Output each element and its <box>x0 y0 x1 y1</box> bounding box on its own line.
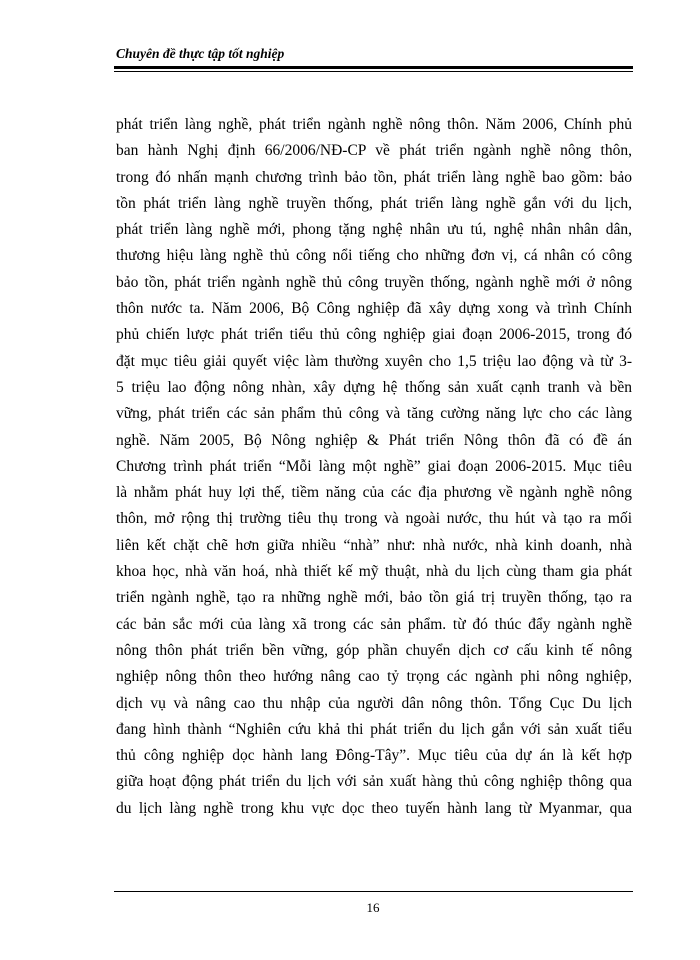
text-line: liên kết chặt chẽ hơn giữa nhiều “nhà” như: nhà nước, nhà kinh doanh, nhà <box>116 536 632 554</box>
header-rule-thick <box>114 66 633 69</box>
text-line: nghề. Năm 2005, Bộ Nông nghiệp & Phát triển Nông thôn đã có đề án <box>116 431 632 449</box>
text-line: nông thôn phát triển bền vững, góp phần chuyển dịch cơ cấu kinh tế nông <box>116 641 632 659</box>
page-number: 16 <box>366 900 380 915</box>
text-line: phát triển làng nghề, phát triển ngành nghề nông thôn. Năm 2006, Chính phủ <box>116 116 632 133</box>
text-line: khoa học, nhà văn hoá, nhà thiết kế mỹ thuật, nhà du lịch cùng tham gia phát <box>116 563 632 581</box>
text-line: thủ công nghiệp dọc hành lang Đông-Tây”. Mục tiêu của dự án là kết hợp <box>116 747 632 765</box>
text-line: phủ chiến lược phát triển tiểu thủ công nghiệp giai đoạn 2006-2015, trong đó <box>116 326 632 344</box>
header-title: Chuyên đề thực tập tốt nghiệp <box>116 46 285 61</box>
text-line: Chương trình phát triển “Mỗi làng một nghề” giai đoạn 2006-2015. Mục tiêu <box>116 457 632 475</box>
text-line: đang hình thành “Nghiên cứu khả thi phát triển du lịch gắn với sản xuất tiểu <box>116 720 632 738</box>
footer-rule <box>114 891 633 892</box>
text-line: vững, phát triển các sản phẩm thủ công và tăng cường năng lực cho các làng <box>116 405 632 423</box>
text-line: du lịch làng nghề trong khu vực dọc theo tuyến hành lang từ Myanmar, qua <box>116 799 632 817</box>
text-line: thôn nước ta. Năm 2006, Bộ Công nghiệp đã xây dựng xong và trình Chính <box>116 300 632 318</box>
text-line: trong đó nhấn mạnh chương trình bảo tồn, phát triển làng nghề bao gồm: bảo <box>116 168 632 186</box>
text-line: ban hành Nghị định 66/2006/NĐ-CP về phát triển ngành nghề nông thôn, <box>116 142 632 160</box>
text-line: thôn, mở rộng thị trường tiêu thụ trong và ngoài nước, thu hút và tạo ra mối <box>116 510 632 528</box>
text-line: các bản sắc mới của làng xã trong các sản phẩm. từ đó thúc đẩy ngành nghề <box>116 615 632 633</box>
text-line: triển ngành nghề, tạo ra những nghề mới, bảo tồn giá trị truyền thống, tạo ra <box>116 589 632 607</box>
text-line: dịch vụ và nâng cao thu nhập của người dân nông thôn. Tổng Cục Du lịch <box>116 694 632 712</box>
text-line: tồn phát triển làng nghề truyền thống, phát triển làng nghề gắn với du lịch, <box>116 194 632 212</box>
text-line: nghiệp nông thôn theo hướng nâng cao tỷ trọng các ngành phi nông nghiệp, <box>116 668 632 686</box>
text-line: phát triển làng nghề mới, phong tặng nghệ nhân ưu tú, nghệ nhân nhân dân, <box>116 221 632 239</box>
text-line: 5 triệu lao động nông nhàn, xây dựng hệ thống sản xuất cạnh tranh và bền <box>116 378 632 396</box>
text-line: đặt mục tiêu giải quyết việc làm thường xuyên cho 1,5 triệu lao động và từ 3- <box>116 352 632 370</box>
text-line: thương hiệu làng nghề thủ công nổi tiếng cho những đơn vị, cá nhân có công <box>116 247 632 265</box>
body-paragraph <box>116 112 632 822</box>
text-line: bảo tồn, phát triển ngành nghề thủ công truyền thống, ngành nghề mới ở nông <box>116 273 632 291</box>
text-line: giữa hoạt động phát triển du lịch với sản xuất hàng thủ công nghiệp thông qua <box>116 773 632 791</box>
text-line: là nhằm phát huy lợi thế, tiềm năng của các địa phương về ngành nghề nông <box>116 484 632 502</box>
header-rule-thin <box>114 71 633 72</box>
